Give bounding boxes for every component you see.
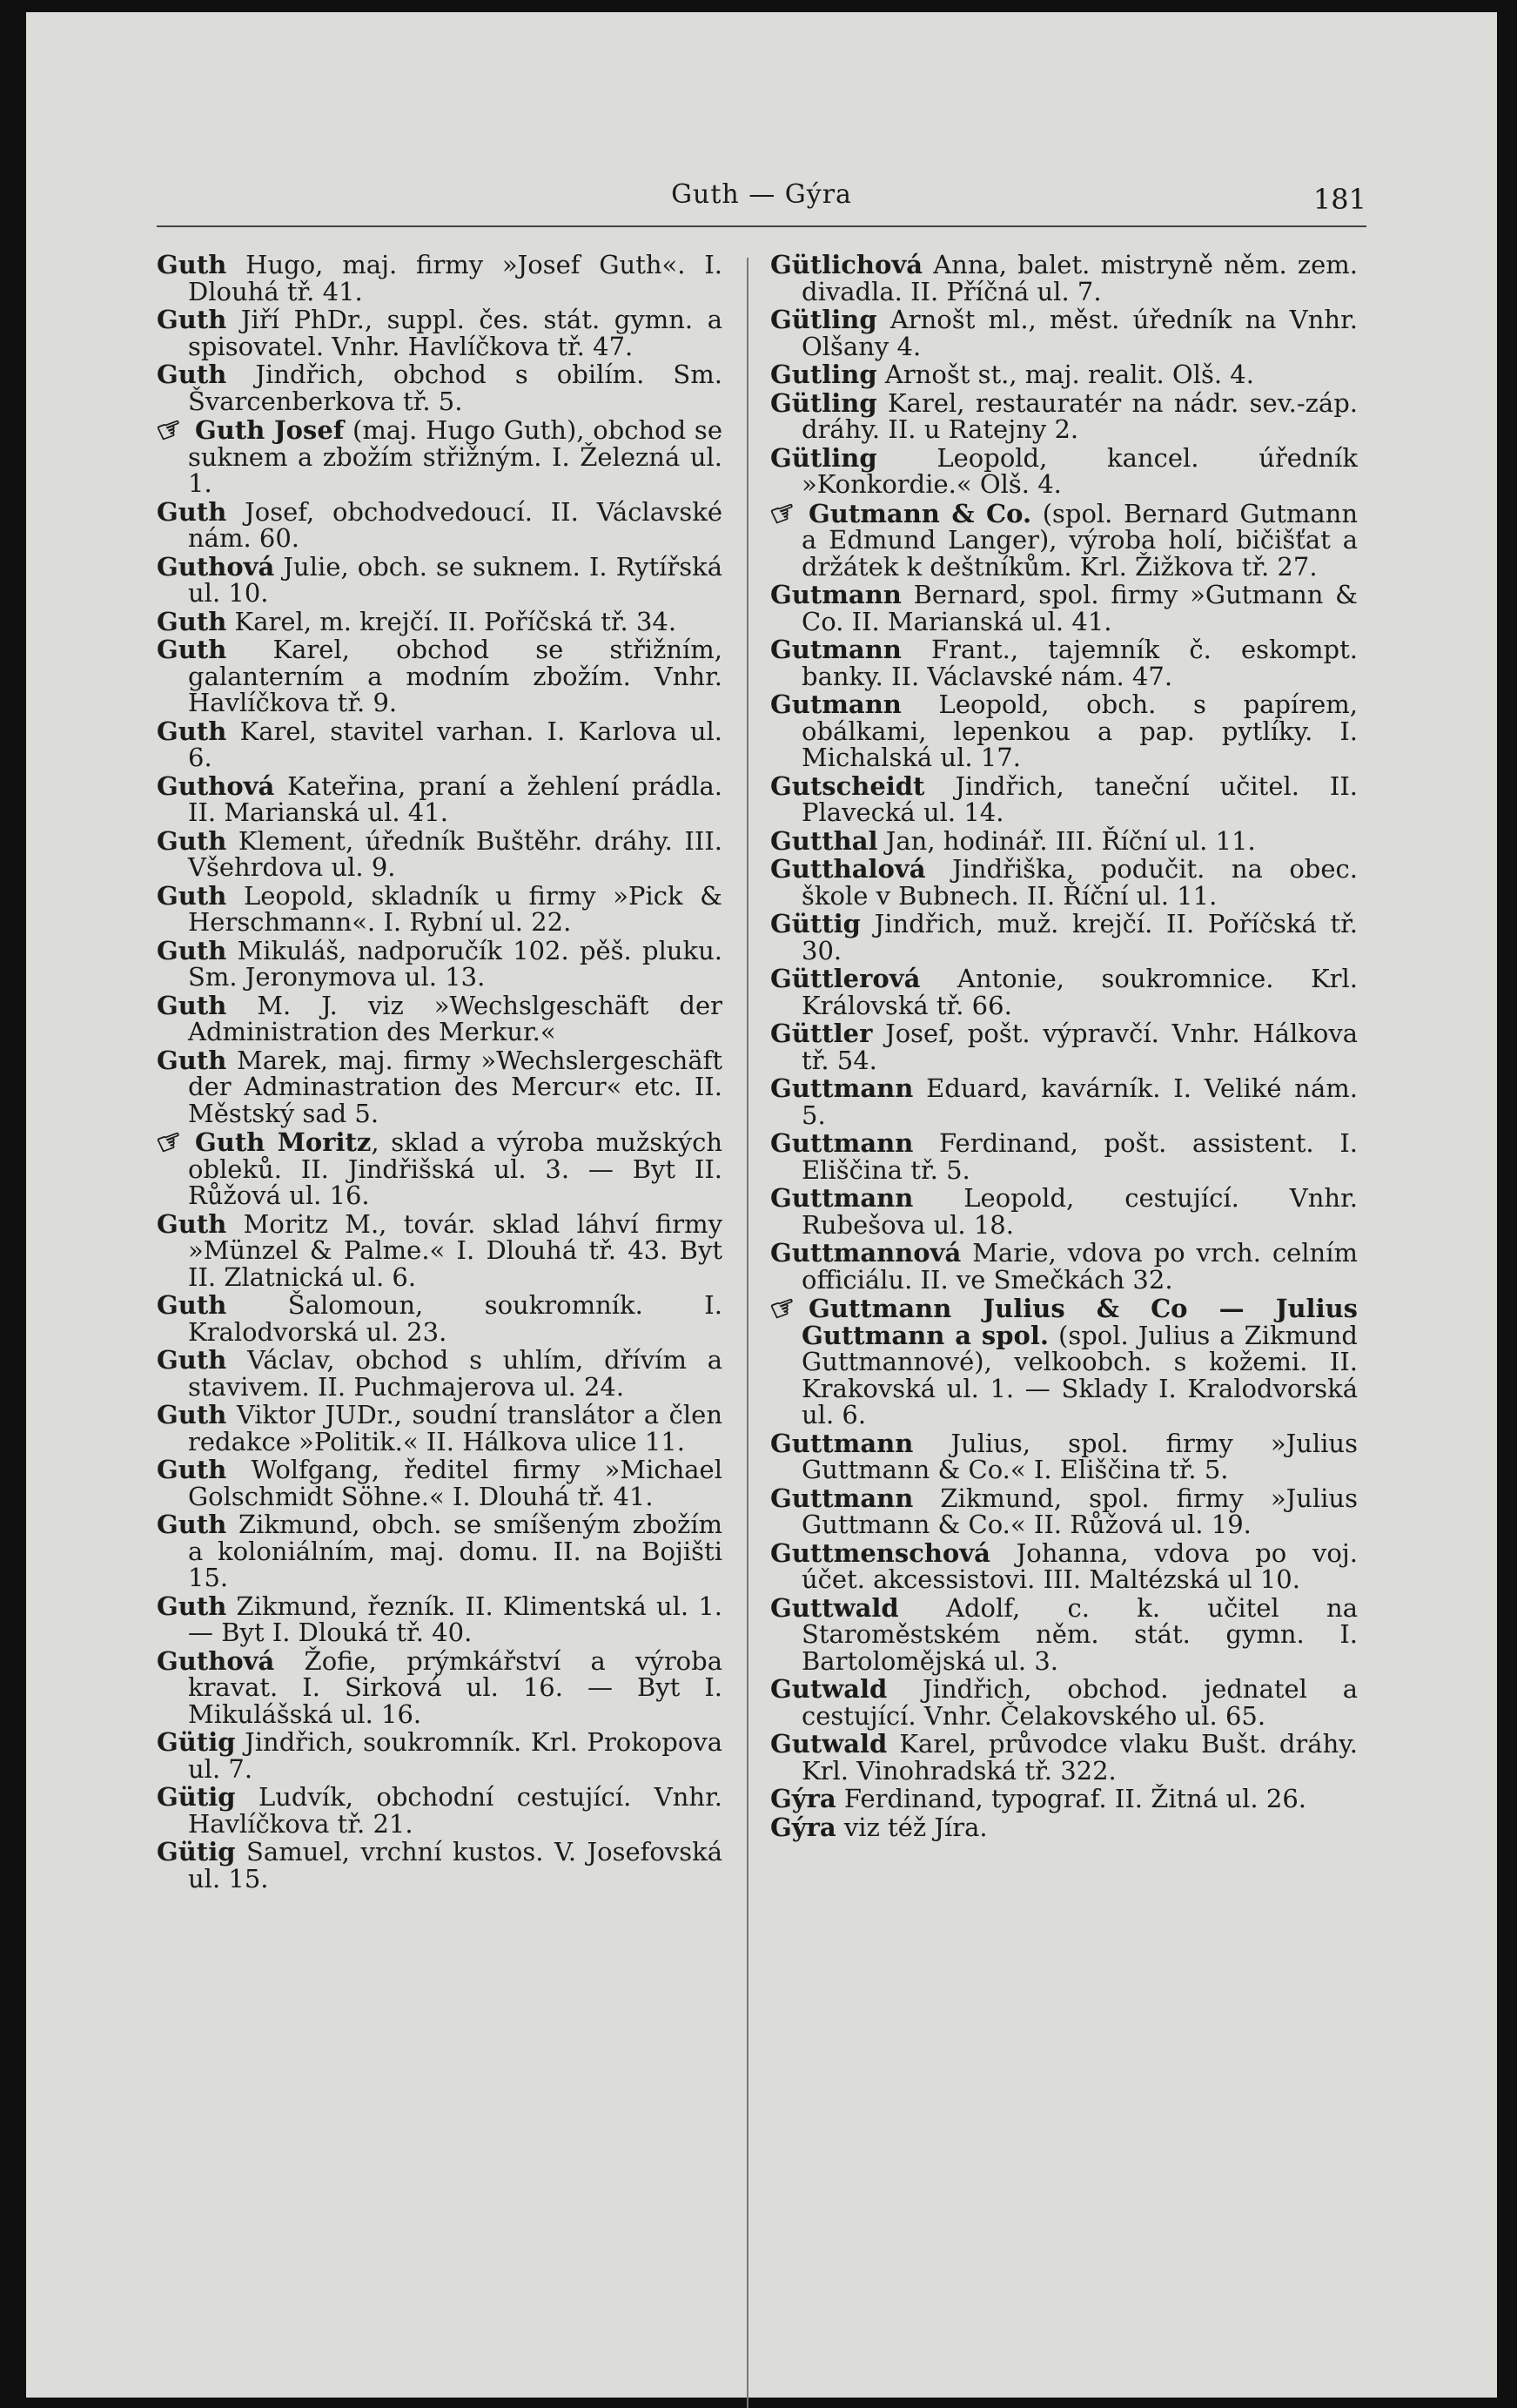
- directory-entry: [151, 1120, 723, 1210]
- entry-text: Jindřich, muž. krejčí. II. Poříčská tř. 30.: [802, 909, 1358, 965]
- entry-text: Zikmund, obch. se smíšeným zbožím a koloniálním, maj. domu. II. na Bojišti 15.: [188, 1510, 722, 1592]
- directory-entry: [770, 252, 1358, 305]
- entry-text: Ludvík, obchodní cestující. Vnhr. Havlíčkova tř. 21.: [188, 1782, 722, 1839]
- directory-entry: [770, 306, 1358, 360]
- entry-name: Guth: [157, 1400, 227, 1429]
- directory-entry: [770, 582, 1358, 635]
- entry-name: Guttmann: [770, 1428, 914, 1458]
- directory-entry: [770, 965, 1358, 1019]
- entry-name: Gutthalová: [770, 854, 926, 884]
- entry-name: Guttmann Julius & Co — Julius Guttmann a spol.: [802, 1294, 1358, 1350]
- directory-entry: [770, 1075, 1358, 1128]
- entry-name: Gutmann: [770, 635, 902, 664]
- directory-entry: [157, 770, 722, 827]
- directory-entry: [157, 1347, 722, 1400]
- entry-text: Josef, pošt. výpravčí. Vnhr. Hálkova tř. 54.: [802, 1019, 1358, 1075]
- entry-text: Wolfgang, ředitel firmy »Michael Golschmidt Söhne.« I. Dlouhá tř. 41.: [188, 1455, 722, 1511]
- entry-name: Gutthal: [770, 825, 878, 856]
- directory-entry: [157, 1511, 722, 1591]
- entry-text: Kateřina, praní a žehlení prádla. II. Marianská ul. 41.: [188, 770, 722, 827]
- entry-name: Guttmann: [770, 1128, 914, 1158]
- entry-text: (spol. Bernard Gutmann a Edmund Langer), výroba holí, bičišťat a držátek k deštníkům. Krl. Žižkova tř. 27.: [802, 498, 1358, 582]
- entry-text: Jindřiška, podučit. na obec. škole v Bubnech. II. Říční ul. 11.: [802, 854, 1358, 911]
- entry-name: Gutmann & Co.: [809, 498, 1032, 528]
- directory-entry: [157, 1208, 722, 1292]
- entry-name: Guth: [157, 1455, 227, 1484]
- entry-name: Gütling: [770, 387, 877, 418]
- entry-text: Arnošt ml., měst. úředník na Vnhr. Olšany 4.: [802, 305, 1358, 361]
- entry-name: Gütling: [770, 305, 877, 334]
- entry-text: Jiří PhDr., suppl. čes. stát. gymn. a spisovatel. Vnhr. Havlíčkova tř. 47.: [188, 305, 722, 361]
- entry-name: Guthová: [157, 1645, 275, 1676]
- entry-name: Güttig: [770, 909, 861, 938]
- entry-text: Ferdinand, typograf. II. Žitná ul. 26.: [836, 1784, 1306, 1813]
- directory-entry: [157, 1456, 722, 1510]
- directory-entry: [157, 1784, 722, 1837]
- entry-name: Gutmann: [770, 689, 902, 719]
- entry-text: Zikmund, spol. firmy »Julius Guttmann & Co.« II. Růžová ul. 19.: [802, 1483, 1358, 1539]
- entry-name: Guthová: [157, 551, 275, 582]
- directory-entry: [770, 636, 1358, 689]
- entry-text: Leopold, cestující. Vnhr. Rubešova ul. 18.: [802, 1183, 1358, 1240]
- entry-text: Jindřich, obchod. jednatel a cestující. Vnhr. Čelakovského ul. 65.: [802, 1674, 1358, 1731]
- entry-name: Guth: [157, 1591, 227, 1621]
- directory-entry: [770, 361, 1358, 388]
- entry-text: Leopold, obch. s papírem, obálkami, lepenkou a pap. pytlíky. I. Michalská ul. 17.: [802, 689, 1358, 772]
- directory-entry: [151, 408, 722, 498]
- page-header: [157, 160, 1366, 227]
- entry-name: Gutwald: [770, 1674, 888, 1704]
- directory-entry: [157, 880, 722, 937]
- entry-text: Jindřich, soukromník. Krl. Prokopova ul. 7.: [188, 1727, 722, 1784]
- entry-text: Ferdinand, pošt. assistent. I. Eliščina tř. 5.: [802, 1128, 1358, 1185]
- entry-text: Josef, obchodvedoucí. II. Václavské nám. 60.: [188, 496, 722, 553]
- running-title: Guth — Gýra: [671, 179, 852, 210]
- entry-text: Bernard, spol. firmy »Gutmann & Co. II. Marianská ul. 41.: [802, 580, 1358, 636]
- entry-name: Guth: [157, 250, 227, 279]
- entry-name: Gütling: [770, 442, 877, 473]
- directory-entry: [770, 1240, 1358, 1293]
- pointing-hand-icon: ☞: [151, 408, 189, 451]
- entry-name: Gütig: [157, 1727, 236, 1757]
- directory-entry: [157, 252, 722, 305]
- entry-name: Gütlichová: [770, 250, 923, 279]
- entry-name: Guth: [157, 1208, 227, 1239]
- entry-name: Guth: [157, 880, 227, 911]
- entry-name: Gýra: [770, 1812, 836, 1842]
- entry-name: Guthová: [157, 770, 275, 801]
- entry-name: Guth: [157, 360, 227, 389]
- entry-name: Guth: [157, 496, 227, 527]
- directory-entry: [157, 636, 722, 716]
- directory-entry: [157, 935, 722, 992]
- directory-entry: [157, 992, 722, 1046]
- entry-name: Guth: [157, 606, 227, 636]
- directory-entry: [770, 856, 1358, 909]
- directory-entry: [770, 1130, 1358, 1183]
- entry-text: Jindřich, obchod s obilím. Sm. Švarcenberkova tř. 5.: [188, 360, 722, 416]
- directory-entry: [770, 1185, 1358, 1238]
- directory-entry: [157, 1729, 722, 1782]
- entry-text: Klement, úředník Buštěhr. dráhy. III. Všehrdova ul. 9.: [188, 825, 722, 882]
- entry-text: Karel, stavitel varhan. I. Karlova ul. 6.: [188, 716, 722, 772]
- entry-text: Zikmund, řezník. II. Klimentská ul. 1. — Byt I. Dlouká tř. 40.: [188, 1591, 722, 1647]
- entry-text: (spol. Julius a Zikmund Guttmannové), velkoobch. s kožemi. II. Krakovská ul. 1. — Sklady I. Kralodvorská ul. 6.: [802, 1320, 1358, 1429]
- directory-entry: [157, 606, 722, 636]
- pointing-hand-icon: ☞: [765, 492, 802, 535]
- entry-text: Karel, restauratér na nádr. sev.-záp. dráhy. II. u Ratejny 2.: [802, 387, 1358, 444]
- entry-text: M. J. viz »Wechslgeschäft der Administration des Merkur.«: [188, 990, 722, 1046]
- entry-name: Güttler: [770, 1019, 873, 1048]
- directory-entry: [770, 442, 1358, 499]
- directory-entry: [157, 1593, 722, 1646]
- directory-entry: [157, 496, 722, 553]
- entry-name: Gutmann: [770, 580, 902, 609]
- entry-text: Leopold, kancel. úředník »Konkordie.« Olš. 4.: [802, 442, 1358, 499]
- entry-name: Guth Moritz: [195, 1127, 372, 1157]
- directory-entry: [770, 1676, 1358, 1729]
- directory-entry: [770, 1430, 1358, 1483]
- entry-text: Šalomoun, soukromník. I. Kralodvorská ul. 23.: [188, 1290, 722, 1347]
- directory-entry: [157, 551, 722, 608]
- directory-entry: [765, 492, 1358, 582]
- directory-page: [26, 12, 1497, 2398]
- entry-text: Johanna, vdova po voj. účet. akcessistovi. III. Maltézská ul 10.: [802, 1537, 1358, 1594]
- entry-name: Guth: [157, 990, 227, 1020]
- entry-text: Anna, balet. mistryně něm. zem. divadla. II. Příčná ul. 7.: [802, 250, 1358, 306]
- entry-name: Guttmannová: [770, 1238, 962, 1268]
- entry-text: Samuel, vrchní kustos. V. Josefovská ul. 15.: [188, 1837, 722, 1893]
- entry-text: Jan, hodinář. III. Říční ul. 11.: [877, 825, 1256, 856]
- entry-text: (maj. Hugo Guth), obchod se suknem a zbožím střižným. I. Železná ul. 1.: [188, 415, 722, 498]
- directory-entry: [770, 911, 1358, 964]
- directory-entry: [770, 1592, 1358, 1676]
- directory-entry: [765, 1287, 1358, 1429]
- entry-name: Guttmann: [770, 1183, 914, 1213]
- directory-entry: [770, 1485, 1358, 1538]
- entry-text: Frant., tajemník č. eskompt. banky. II. Václavské nám. 47.: [802, 635, 1358, 691]
- entry-name: Guttmann: [770, 1483, 914, 1513]
- left-column: [151, 250, 723, 1893]
- directory-entry: [157, 361, 722, 414]
- entry-name: Guttmann: [770, 1073, 914, 1103]
- entry-text: viz též Jíra.: [836, 1812, 988, 1842]
- entry-name: Güttlerová: [770, 964, 921, 993]
- column-divider: [747, 258, 748, 2408]
- entry-name: Gütig: [157, 1837, 236, 1867]
- entry-name: Guttwald: [770, 1592, 899, 1623]
- entry-text: Jindřich, taneční učitel. II. Plavecká ul. 14.: [802, 770, 1358, 827]
- entry-name: Gýra: [770, 1784, 836, 1813]
- directory-entry: [770, 770, 1358, 827]
- entry-text: Viktor JUDr., soudní translátor a člen redakce »Politik.« II. Hálkova ulice 11.: [188, 1400, 722, 1456]
- directory-entry: [770, 691, 1358, 771]
- pointing-hand-icon: ☞: [151, 1120, 189, 1163]
- entry-name: Guth: [157, 716, 227, 746]
- entry-text: Marie, vdova po vrch. celním officiálu. II. ve Smečkách 32.: [802, 1238, 1358, 1295]
- page-number: 181: [1312, 183, 1366, 216]
- directory-entry: [157, 306, 722, 360]
- directory-entry: [157, 1402, 722, 1455]
- entry-name: Gütig: [157, 1782, 236, 1812]
- pointing-hand-icon: ☞: [765, 1287, 802, 1329]
- entry-text: Leopold, skladník u firmy »Pick & Herschmann«. I. Rybní ul. 22.: [188, 880, 722, 937]
- directory-entry: [770, 1786, 1358, 1813]
- entry-name: Guth: [157, 635, 227, 664]
- entry-name: Guth Josef: [195, 415, 345, 445]
- directory-entry: [770, 1537, 1358, 1594]
- entry-text: Julius, spol. firmy »Julius Guttmann & Co.« I. Eliščina tř. 5.: [802, 1428, 1358, 1484]
- right-column: [765, 250, 1358, 1842]
- directory-entry: [770, 387, 1358, 444]
- entry-name: Guth: [157, 305, 227, 334]
- directory-entry: [770, 1020, 1358, 1073]
- entry-name: Gutscheidt: [770, 770, 925, 801]
- entry-text: Arnošt st., maj. realit. Olš. 4.: [876, 360, 1254, 389]
- directory-entry: [770, 825, 1358, 856]
- directory-entry: [770, 1731, 1358, 1784]
- entry-text: Adolf, c. k. učitel na Staroměstském něm. stát. gymn. I. Bartolomějská ul. 3.: [802, 1592, 1358, 1676]
- directory-entry: [157, 1292, 722, 1345]
- entry-text: Moritz M., továr. sklad láhví firmy »Münzel & Palme.« I. Dlouhá tř. 43. Byt II. Zlatnická ul. 6.: [188, 1208, 722, 1292]
- entry-text: Karel, obchod se střižním, galanterním a modním zbožím. Vnhr. Havlíčkova tř. 9.: [188, 635, 722, 717]
- entry-text: Eduard, kavárník. I. Veliké nám. 5.: [802, 1073, 1358, 1130]
- entry-text: Karel, m. krejčí. II. Poříčská tř. 34.: [226, 606, 677, 636]
- entry-name: Guth: [157, 1290, 227, 1320]
- entry-name: Guth: [157, 825, 227, 856]
- directory-entry: [157, 718, 722, 771]
- entry-text: Žofie, prýmkářství a výroba kravat. I. Sirková ul. 16. — Byt I. Mikulášská ul. 16.: [188, 1645, 722, 1729]
- directory-entry: [157, 1047, 722, 1127]
- entry-name: Guttmenschová: [770, 1537, 990, 1568]
- entry-text: Antonie, soukromnice. Krl. Královská tř. 66.: [802, 964, 1358, 1020]
- entry-text: Marek, maj. firmy »Wechslergeschäft der Adminastration des Mercur« etc. II. Městský sad 5.: [188, 1045, 722, 1128]
- entry-name: Guth: [157, 1510, 227, 1539]
- entry-text: Julie, obch. se suknem. I. Rytířská ul. 10.: [188, 551, 722, 608]
- directory-entry: [157, 825, 722, 882]
- entry-name: Guth: [157, 1345, 227, 1375]
- entry-name: Guth: [157, 935, 227, 965]
- directory-entry: [157, 1839, 722, 1892]
- entry-name: Guth: [157, 1045, 227, 1075]
- entry-name: Gutling: [770, 360, 877, 389]
- entry-text: Hugo, maj. firmy »Josef Guth«. I. Dlouhá tř. 41.: [188, 250, 722, 306]
- entry-text: Karel, průvodce vlaku Bušt. dráhy. Krl. Vinohradská tř. 322.: [802, 1729, 1358, 1786]
- directory-entry: [157, 1645, 722, 1729]
- entry-text: , sklad a výroba mužských obleků. II. Jindřišská ul. 3. — Byt II. Růžová ul. 16.: [188, 1127, 723, 1210]
- directory-entry: [770, 1814, 1358, 1841]
- entry-name: Gutwald: [770, 1729, 888, 1759]
- entry-text: Mikuláš, nadporučík 102. pěš. pluku. Sm. Jeronymova ul. 13.: [188, 935, 722, 992]
- entry-text: Václav, obchod s uhlím, dřívím a stavivem. II. Puchmajerova ul. 24.: [188, 1345, 722, 1402]
